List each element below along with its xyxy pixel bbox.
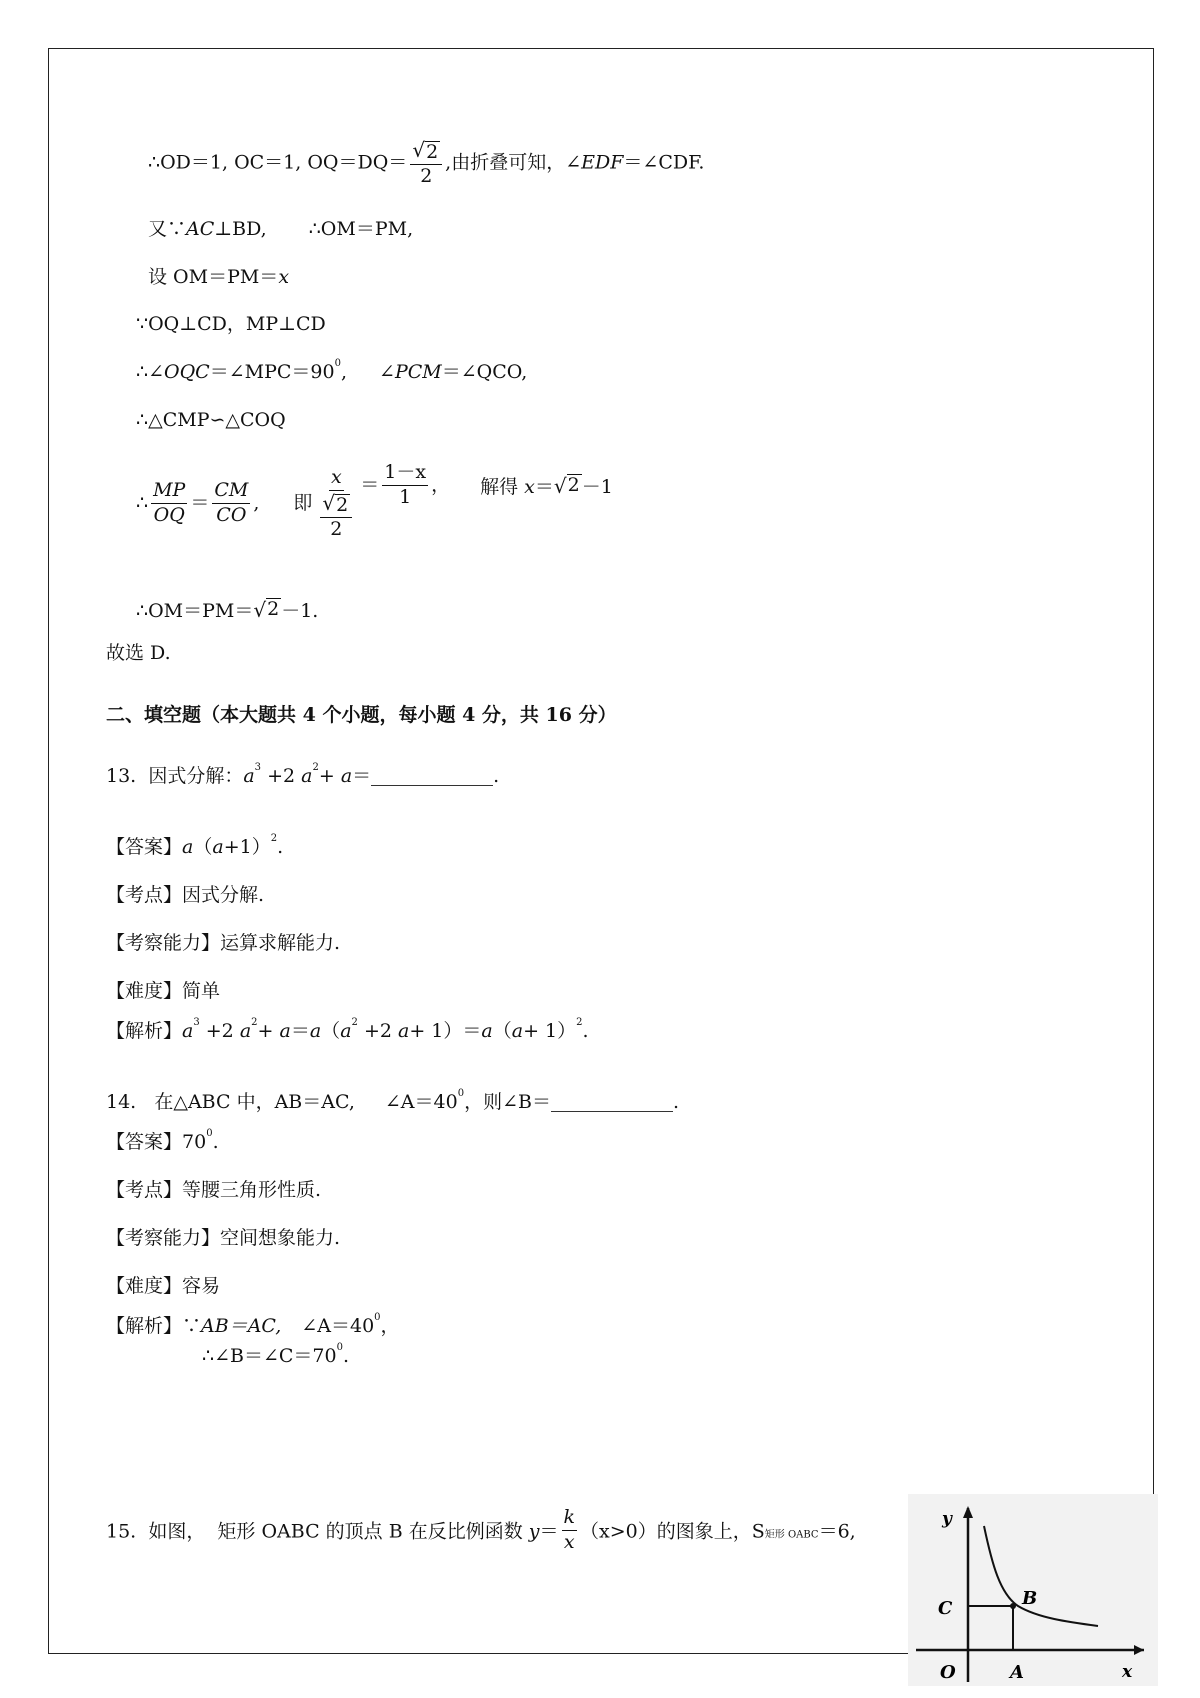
label-o: O <box>940 1662 956 1683</box>
fraction-x-over-sqrt2-half: x √ 2 2 <box>315 466 357 541</box>
q14-topic: 【考点】等腰三角形性质. <box>106 1179 322 1201</box>
solution-line-4: ∵OQ⊥CD，MP⊥CD <box>136 313 326 335</box>
graph-figure <box>908 1494 1158 1686</box>
q14-difficulty: 【难度】容易 <box>106 1275 221 1297</box>
q13-explanation: 【解析】$a^3 +2$ $a^2+ a=a(a^2 +2$ $a+ 1)=a(a+ 1)^2$. <box>106 1017 589 1042</box>
rectangle-oabc <box>968 1606 1013 1650</box>
q14-answer: 【答案】$70^0$. <box>106 1128 219 1153</box>
question-14-stem: 14. 在△ABC 中，AB＝AC, $\angle A=40^0$，则∠B＝ . <box>106 1088 680 1113</box>
fraction-sqrt2-over-2: √ 2 2 <box>410 138 442 189</box>
label-c: C <box>938 1598 953 1619</box>
question-15-stem: 15. 如图， 矩形 OABC 的顶点 B 在反比例函数 y＝ $\frac{k}{x}$ （x>0）的图象上，S矩形 OABC＝6, <box>106 1506 856 1553</box>
question-13-stem: 13. 因式分解：$a^3 +2$ $a^2+ a=$ . <box>106 762 500 787</box>
q13-ability: 【考察能力】运算求解能力. <box>106 932 341 954</box>
hyperbola-curve <box>984 1526 1098 1626</box>
answer-blank <box>551 1095 673 1112</box>
q13-topic: 【考点】因式分解. <box>106 884 265 906</box>
label-b: B <box>1022 1588 1038 1609</box>
solution-line-1: ∴OD＝1, OC＝1, OQ＝DQ＝ √ 2 2 ,由折叠可知，∠EDF＝∠CDF. <box>148 138 705 187</box>
inverse-proportion-graph <box>908 1494 1158 1686</box>
label-a: A <box>1010 1662 1024 1683</box>
q13-difficulty: 【难度】简单 <box>106 980 221 1002</box>
solution-line-7: ∴ $\frac{MP}{OQ}$ ＝ $\frac{CM}{CO}$ , 即 x √ 2 2 ＝ $\frac{1-x}{1}$ ， 解得 x＝ √ 2 －1 <box>136 461 613 540</box>
q14-explanation-2: $\therefore\angle B=\angle C=70^0$. <box>202 1342 350 1367</box>
solution-line-3: 设 OM＝PM＝x <box>148 266 290 288</box>
solution-line-5: $\therefore\angle OQC=\angle MPC=90^0$, ∠PCM＝∠QCO, <box>136 358 528 383</box>
solution-conclusion: 故选 D. <box>106 642 171 664</box>
q14-ability: 【考察能力】空间想象能力. <box>106 1227 341 1249</box>
q13-answer: 【答案】$a(a+1)^2$. <box>106 833 284 858</box>
label-x: x <box>1122 1662 1133 1682</box>
y-axis-arrow <box>963 1506 973 1518</box>
solution-line-2: 又∵AC⊥BD, ∴OM＝PM, <box>148 218 414 240</box>
label-y: y <box>942 1509 952 1529</box>
point-b <box>1010 1603 1016 1609</box>
section-heading: 二、填空题（本大题共 4 个小题，每小题 4 分，共 16 分） <box>106 704 617 726</box>
solution-line-6: ∴△CMP∽△COQ <box>136 409 286 431</box>
answer-blank <box>371 769 493 786</box>
q14-explanation: 【解析】∵AB＝AC, $\angle A=40^0$， <box>106 1312 400 1337</box>
solution-line-8: ∴OM＝PM＝ √ 2 －1. <box>136 597 319 622</box>
x-axis-arrow <box>1134 1645 1144 1655</box>
